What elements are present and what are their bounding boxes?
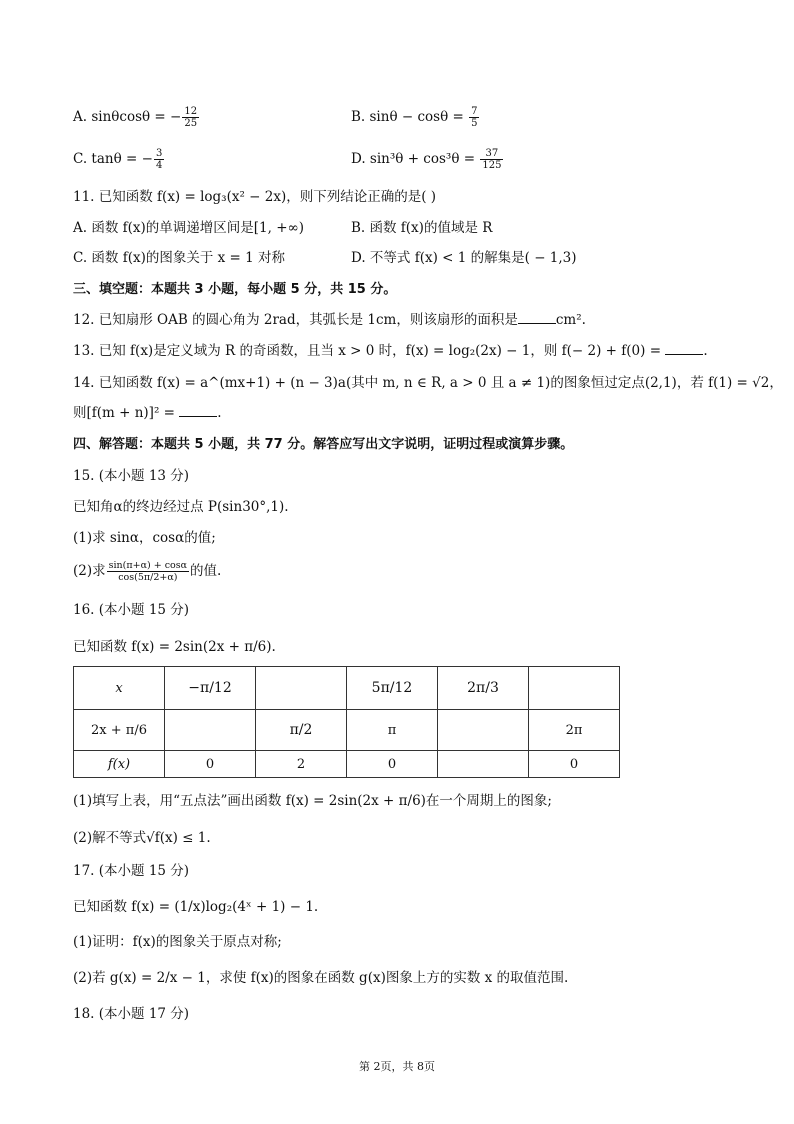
q11-option-d: D. 不等式 f(x) < 1 的解集是( − 1,3) xyxy=(351,250,577,266)
q10-option-c-text: C. tanθ = − xyxy=(73,151,153,167)
q10-option-a-text: A. sinθcosθ = − xyxy=(73,109,182,125)
table-cell xyxy=(256,710,347,751)
q12-answer-blank[interactable] xyxy=(518,311,556,324)
table-cell-empty[interactable] xyxy=(165,710,256,751)
q12 xyxy=(73,311,586,329)
q13 xyxy=(73,342,708,360)
q10-option-b-fraction xyxy=(469,106,479,129)
table-cell-empty[interactable] xyxy=(256,667,347,710)
table-row-x xyxy=(74,667,620,710)
table-cell xyxy=(165,751,256,778)
table-cell xyxy=(165,667,256,710)
q13-text: 13. 已知 f(x)是定义域为 R 的奇函数，且当 x > 0 时，f(x) = log₂(2x) − 1，则 f(− 2) + f(0) = xyxy=(73,343,666,359)
q14-text: 则[f(m + n)]² = xyxy=(73,405,180,421)
q11-option-c: C. 函数 f(x)的图象关于 x = 1 对称 xyxy=(73,250,286,266)
q10-option-b xyxy=(351,106,480,129)
q16-part-1: (1)填写上表，用“五点法”画出函数 f(x) = 2sin(2x + π/6)在一个周期上的图象; xyxy=(73,793,552,809)
q11-stem: 11. 已知函数 f(x) = log₃(x² − 2x)，则下列结论正确的是( ) xyxy=(73,189,437,205)
q10-option-c xyxy=(73,148,165,171)
q13-answer-blank[interactable] xyxy=(665,342,703,355)
cell-value: 2π xyxy=(565,722,583,738)
row-label-phase xyxy=(74,710,165,751)
table-cell xyxy=(347,667,438,710)
q17-heading: 17. (本小题 15 分) xyxy=(73,863,190,879)
row-label-text: f(x) xyxy=(107,756,131,772)
q15-part-1: (1)求 sinα，cosα的值; xyxy=(73,530,216,546)
table-cell-empty[interactable] xyxy=(438,751,529,778)
table-cell xyxy=(347,751,438,778)
row-label-text: 2x + π/6 xyxy=(91,722,147,738)
table-cell xyxy=(256,751,347,778)
table-cell xyxy=(347,710,438,751)
fraction-denominator: 4 xyxy=(155,160,163,171)
q10-option-a-fraction xyxy=(182,106,199,129)
q12-text: 12. 已知扇形 OAB 的圆心角为 2rad，其弧长是 1cm，则该扇形的面积是 xyxy=(73,312,518,328)
fraction-denominator: 125 xyxy=(482,160,502,171)
q18-heading: 18. (本小题 17 分) xyxy=(73,1006,190,1022)
cell-value: 5π/12 xyxy=(371,680,413,696)
row-label-fx xyxy=(74,751,165,778)
fraction-numerator: 37 xyxy=(480,148,503,160)
q12-unit: cm². xyxy=(555,312,586,328)
q15-part-2-fraction xyxy=(107,560,189,583)
q13-period: . xyxy=(703,343,708,359)
q15-heading: 15. (本小题 13 分) xyxy=(73,468,190,484)
q11-option-a: A. 函数 f(x)的单调递增区间是[1, +∞) xyxy=(73,220,305,236)
q14-period: . xyxy=(217,405,222,421)
q10-option-c-fraction xyxy=(154,148,164,171)
fraction-denominator: 5 xyxy=(471,118,478,129)
fraction-denominator: cos(5π/2+α) xyxy=(118,572,178,583)
five-point-table xyxy=(73,666,620,778)
cell-value: 0 xyxy=(387,756,397,772)
fraction-denominator: 25 xyxy=(184,118,198,129)
fraction-numerator: 12 xyxy=(184,106,198,117)
cell-value: π xyxy=(387,722,397,738)
table-cell-empty[interactable] xyxy=(438,710,529,751)
q10-option-d xyxy=(351,148,504,171)
fraction-numerator: sin(π+α) + cosα xyxy=(108,560,188,571)
q16-part-2: (2)解不等式√f(x) ≤ 1. xyxy=(73,830,211,846)
table-row-phase xyxy=(74,710,620,751)
section-3-heading: 三、填空题：本题共 3 小题，每小题 5 分，共 15 分。 xyxy=(73,282,397,297)
q10-option-d-fraction xyxy=(480,148,503,171)
fraction-numerator: 3 xyxy=(155,148,163,159)
table-cell xyxy=(529,710,620,751)
q11-option-b: B. 函数 f(x)的值域是 R xyxy=(351,220,493,236)
section-4-heading: 四、解答题：本题共 5 小题，共 77 分。解答应写出文字说明，证明过程或演算步骤。 xyxy=(73,437,574,452)
q16-heading: 16. (本小题 15 分) xyxy=(73,602,190,618)
q14-answer-blank[interactable] xyxy=(179,404,217,417)
q17-part-2: (2)若 g(x) = 2/x − 1，求使 f(x)的图象在函数 g(x)图象上方的实数 x 的取值范围. xyxy=(73,970,569,986)
q15-stem: 已知角α的终边经过点 P(sin30°,1). xyxy=(73,499,289,515)
cell-value: 2π/3 xyxy=(467,680,499,696)
cell-value: −π/12 xyxy=(188,680,232,696)
q10-option-d-text: D. sin³θ + cos³θ = xyxy=(351,151,480,167)
table-cell-empty[interactable] xyxy=(529,667,620,710)
q14-line-2 xyxy=(73,404,222,422)
q17-part-1: (1)证明：f(x)的图象关于原点对称; xyxy=(73,934,282,950)
table-cell xyxy=(438,667,529,710)
table-row-fx xyxy=(74,751,620,778)
row-label-x xyxy=(74,667,165,710)
cell-value: 2 xyxy=(296,756,306,772)
q10-option-a xyxy=(73,106,200,129)
q15-part-2 xyxy=(73,560,221,583)
cell-value: 0 xyxy=(205,756,215,772)
q17-stem: 已知函数 f(x) = (1/x)log₂(4ˣ + 1) − 1. xyxy=(73,899,319,915)
cell-value: π/2 xyxy=(289,722,313,738)
table-cell xyxy=(529,751,620,778)
q15-part-2-prefix: (2)求 xyxy=(73,563,106,579)
q15-part-2-suffix: 的值. xyxy=(190,563,222,579)
page-number-footer: 第 2页，共 8页 xyxy=(359,1060,435,1073)
cell-value: 0 xyxy=(569,756,579,772)
fraction-numerator: 7 xyxy=(471,106,478,117)
q16-stem: 已知函数 f(x) = 2sin(2x + π/6). xyxy=(73,639,276,655)
q10-option-b-text: B. sinθ − cosθ = xyxy=(351,109,469,125)
row-label-text: x xyxy=(115,680,123,696)
q14-line-1: 14. 已知函数 f(x) = a^(mx+1) + (n − 3)a(其中 m, n ∈ R, a > 0 且 a ≠ 1)的图象恒过定点(2,1)，若 f(1) = √2， xyxy=(73,375,783,391)
